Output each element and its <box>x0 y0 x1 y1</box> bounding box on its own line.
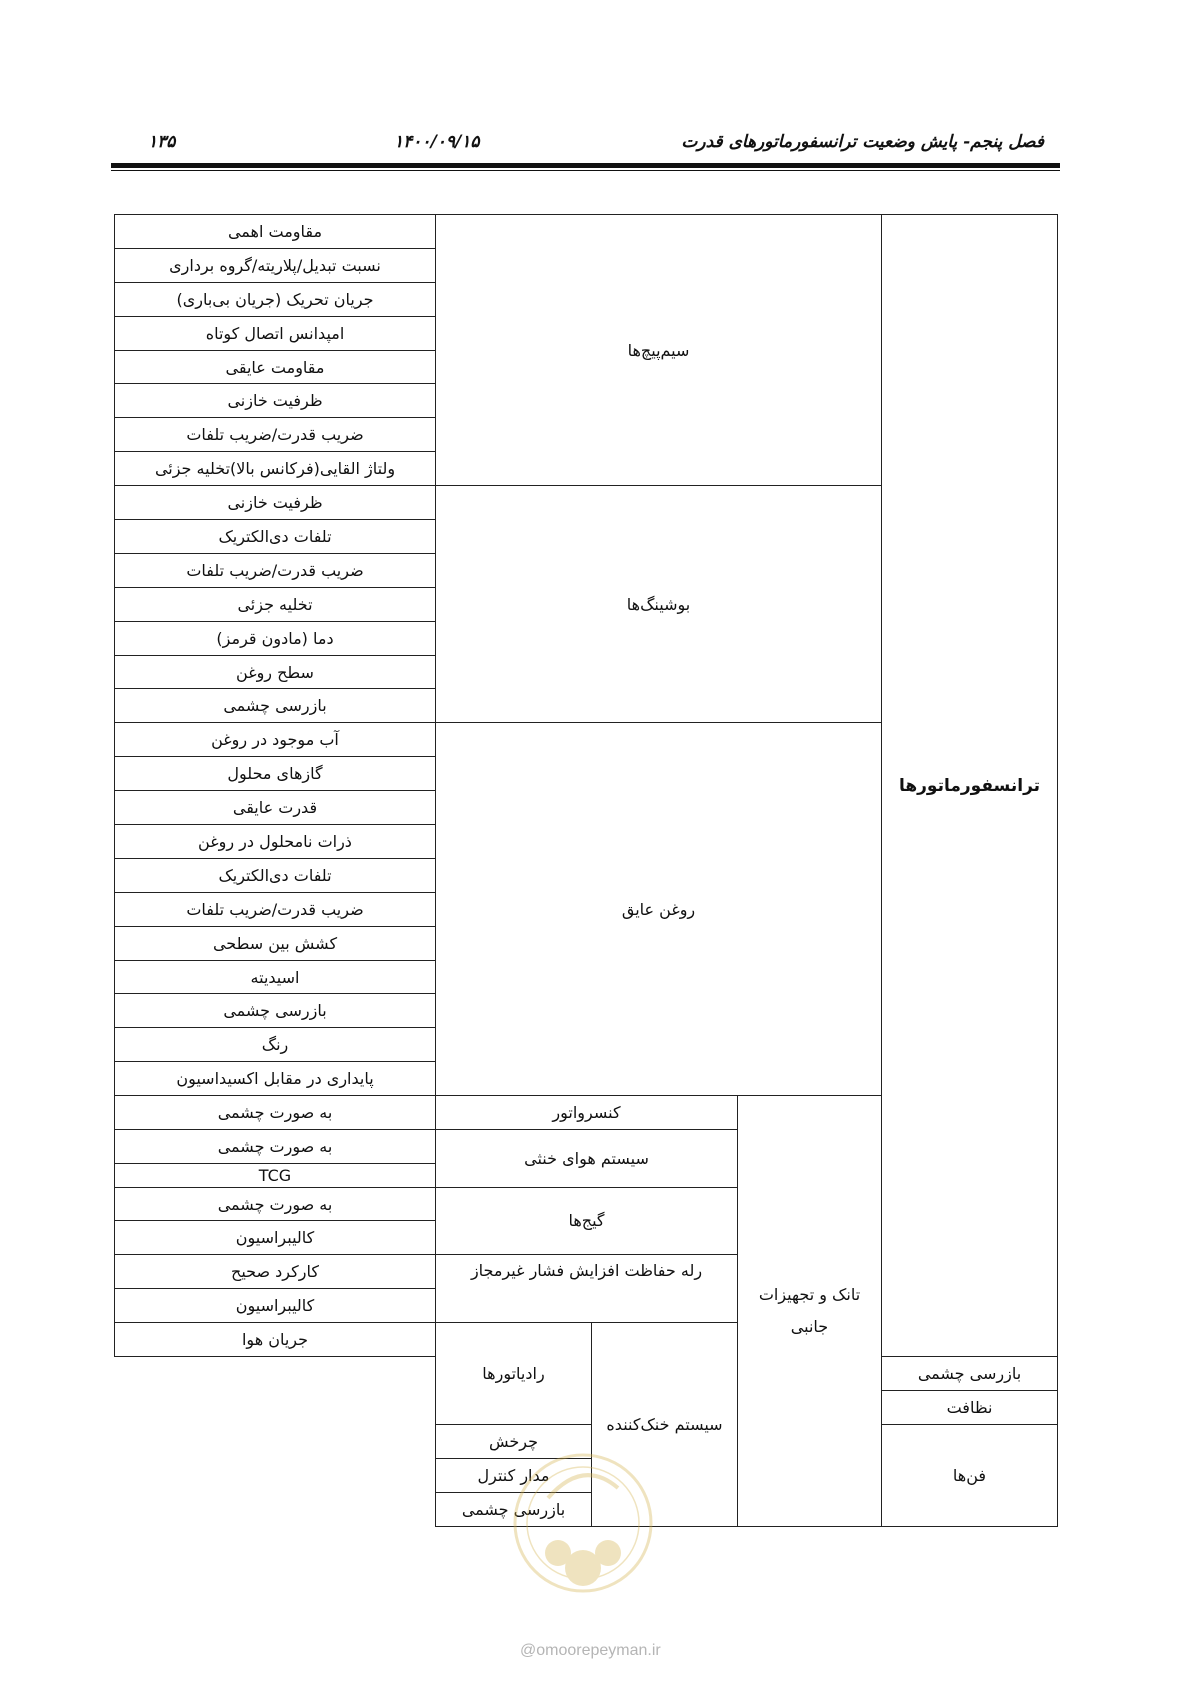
test-item: نسبت تبدیل/پلاریته/گروه برداری <box>115 248 436 282</box>
test-item: بازرسی چشمی <box>115 689 436 723</box>
test-item: رنگ <box>115 1028 436 1062</box>
sub-breather-cell: سیستم هوای خنثی <box>436 1130 738 1188</box>
test-item: کالیبراسیون <box>115 1221 436 1255</box>
test-item: تلفات دی‌الکتریک <box>115 858 436 892</box>
group-windings-cell: سیم‌پیچ‌ها <box>436 215 882 486</box>
test-item: سطح روغن <box>115 655 436 689</box>
test-item: ضریب قدرت/ضریب تلفات <box>115 892 436 926</box>
test-item: نظافت <box>882 1390 1058 1424</box>
sub-conservator-cell: کنسرواتور <box>436 1096 738 1130</box>
main-component-cell: ترانسفورماتورها <box>882 215 1058 1357</box>
test-item: مقاومت اهمی <box>115 215 436 249</box>
cooling-radiators-cell: رادیاتورها <box>436 1323 592 1425</box>
test-item: ذرات نامحلول در روغن <box>115 825 436 859</box>
test-item: مقاومت عایقی <box>115 350 436 384</box>
test-item: بازرسی چشمی <box>436 1492 592 1526</box>
condition-monitoring-table <box>114 214 1058 1527</box>
watermark-logo <box>508 1428 658 1618</box>
test-item: کشش بین سطحی <box>115 926 436 960</box>
header-date: ۱۴۰۰/۰۹/۱۵ <box>394 132 480 152</box>
test-item: ضریب قدرت/ضریب تلفات <box>115 553 436 587</box>
test-item: ضریب قدرت/ضریب تلفات <box>115 418 436 452</box>
test-item: به صورت چشمی <box>115 1096 436 1130</box>
group-bushings-cell: بوشینگ‌ها <box>436 486 882 723</box>
sub-cooling-cell: سیستم خنک‌کننده <box>592 1323 738 1527</box>
test-item: کارکرد صحیح <box>115 1255 436 1289</box>
test-item: گازهای محلول <box>115 757 436 791</box>
test-item: بازرسی چشمی <box>882 1357 1058 1391</box>
test-item: مدار کنترل <box>436 1458 592 1492</box>
test-item: اسیدیته <box>115 960 436 994</box>
page-number: ۱۳۵ <box>148 132 176 152</box>
test-item: تلفات دی‌الکتریک <box>115 520 436 554</box>
chapter-title: فصل پنجم- پایش وضعیت ترانسفورماتورهای قدرت <box>681 132 1044 152</box>
test-item: امپدانس اتصال کوتاه <box>115 316 436 350</box>
cooling-fans-cell: فن‌ها <box>882 1424 1058 1526</box>
test-item: TCG <box>115 1163 436 1187</box>
test-item: پایداری در مقابل اکسیداسیون <box>115 1062 436 1096</box>
test-item: آب موجود در روغن <box>115 723 436 757</box>
header-rule-thin <box>111 170 1060 171</box>
test-item: ظرفیت خازنی <box>115 486 436 520</box>
test-item: جریان هوا <box>115 1323 436 1357</box>
test-item: به صورت چشمی <box>115 1187 436 1221</box>
watermark-url: @omoorepeyman.ir <box>520 1642 661 1659</box>
test-item: بازرسی چشمی <box>115 994 436 1028</box>
header-rule-thick <box>111 163 1060 168</box>
sub-relay-cell: رله حفاظت افزایش فشار غیرمجاز <box>436 1255 738 1323</box>
test-item: کالیبراسیون <box>115 1289 436 1323</box>
sub-gauges-cell: گیج‌ها <box>436 1187 738 1255</box>
group-tank-cell: تانک و تجهیزات جانبی <box>738 1096 882 1527</box>
test-item: دما (مادون قرمز) <box>115 621 436 655</box>
group-oil-cell: روغن عایق <box>436 723 882 1096</box>
test-item: به صورت چشمی <box>115 1130 436 1164</box>
test-item: ظرفیت خازنی <box>115 384 436 418</box>
test-item: ولتاژ القایی(فرکانس بالا)تخلیه جزئی <box>115 452 436 486</box>
test-item: جریان تحریک (جریان بی‌باری) <box>115 282 436 316</box>
test-item: تخلیه جزئی <box>115 587 436 621</box>
test-item: چرخش <box>436 1424 592 1458</box>
test-item: قدرت عایقی <box>115 791 436 825</box>
page-header <box>148 130 1044 160</box>
